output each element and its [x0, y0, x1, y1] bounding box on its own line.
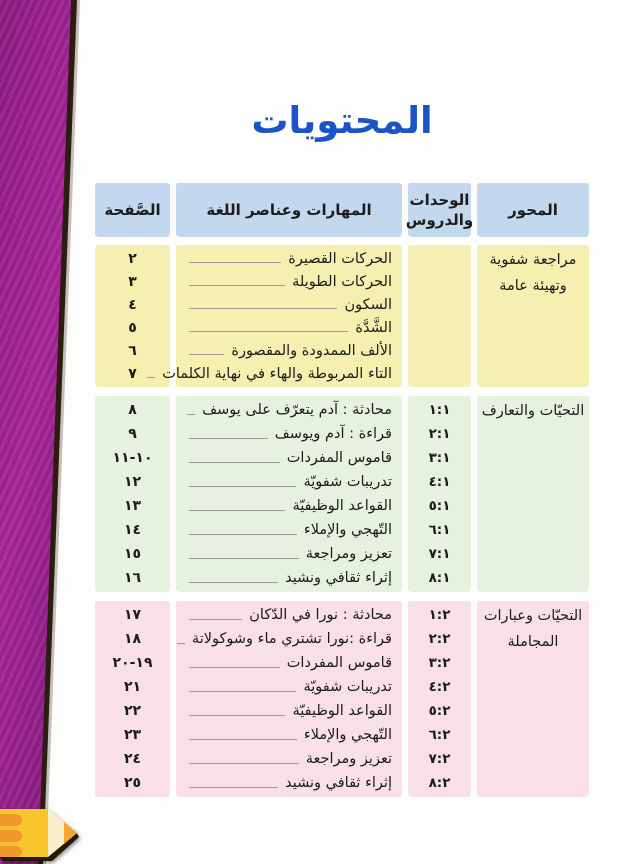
toc-entry-title: السكون [344, 296, 392, 313]
page-title: المحتويات [251, 99, 433, 142]
leader-line [189, 763, 299, 764]
leader-line [189, 331, 348, 332]
section-theme: مراجعة شفوية وتهيئة عامة [477, 245, 589, 387]
page-number-column [95, 601, 170, 797]
toc-entry [176, 470, 402, 494]
unit-lesson-number: ٧:١ [428, 546, 451, 562]
section-theme: التحيّات والتعارف [477, 396, 589, 592]
toc-entry [176, 293, 402, 316]
toc-entry [176, 446, 402, 470]
page-number-column [95, 245, 170, 387]
page-number: ١٥ [123, 546, 142, 562]
header-skills-column: المهارات وعناصر اللغة [176, 183, 402, 237]
leader-line [189, 354, 224, 355]
unit-lesson-number [408, 339, 471, 362]
toc-entry [176, 627, 402, 651]
page-number: ٤ [128, 296, 137, 313]
leader-line [189, 619, 242, 620]
toc-entry-title: تدريبات شفويّة [303, 474, 392, 490]
toc-section [95, 245, 589, 387]
toc-section [95, 601, 589, 797]
leader-line [189, 582, 278, 583]
units-column [408, 245, 471, 387]
skills-column [162, 245, 402, 387]
page-number: ١٨ [123, 631, 142, 647]
page-number: ١٦ [123, 570, 142, 586]
page-number: ١٣ [123, 498, 142, 514]
toc-entry-title: الألف الممدودة والمقصورة [231, 342, 392, 359]
toc-entry [176, 651, 402, 675]
toc-entry [176, 270, 402, 293]
page-number: ٢٤ [123, 751, 142, 767]
skills-column [176, 601, 402, 797]
toc-entry [176, 247, 402, 270]
leader-line [189, 308, 337, 309]
leader-line [189, 285, 285, 286]
toc-entry-title: التّهجي والإملاء [303, 727, 392, 743]
skills-column [176, 396, 402, 592]
unit-lesson-number: ٢:٢ [428, 631, 451, 647]
unit-lesson-number: ٥:٢ [428, 703, 451, 719]
page-number: ٧ [128, 365, 137, 382]
toc-entry [176, 699, 402, 723]
unit-lesson-number: ٦:٢ [428, 727, 451, 743]
page-number: ٣ [128, 273, 137, 290]
leader-line [189, 510, 285, 511]
leader-line [189, 486, 296, 487]
page-number-column [95, 396, 170, 592]
unit-lesson-number [408, 293, 471, 316]
unit-lesson-number: ٥:١ [428, 498, 451, 514]
contents-table [95, 183, 589, 806]
toc-entry-title: إثراء ثقافي ونشيد [285, 775, 392, 791]
toc-entry [176, 494, 402, 518]
header-units-column: الوحدات والدروس [408, 183, 471, 237]
toc-entry-title: محادثة : نورا في الدّكان [249, 607, 392, 623]
pencil-icon [0, 801, 80, 863]
header-page-column: الصَّفحة [95, 183, 170, 237]
page-number: ١٤ [123, 522, 142, 538]
toc-entry [176, 603, 402, 627]
page-number: ١٠-١١ [112, 450, 153, 466]
leader-line [189, 534, 297, 535]
toc-section [95, 396, 589, 592]
toc-entry [176, 542, 402, 566]
toc-entry-title: الشَّدَّة [355, 319, 392, 336]
leader-line [189, 787, 278, 788]
leader-line [189, 462, 280, 463]
unit-lesson-number [408, 247, 471, 270]
toc-entry-title: إثراء ثقافي ونشيد [285, 570, 392, 586]
unit-lesson-number [408, 270, 471, 293]
toc-entry [176, 339, 402, 362]
leader-line [189, 739, 297, 740]
toc-entry-title: تعزيز ومراجعة [305, 546, 392, 562]
toc-entry-title: تدريبات شفويّة [303, 679, 392, 695]
leader-line [189, 667, 280, 668]
unit-lesson-number: ٢:١ [428, 426, 451, 442]
header-theme-column: المحور [477, 183, 589, 237]
toc-entry [162, 362, 402, 385]
toc-entry-title: قاموس المفردات [286, 450, 392, 466]
table-header-row [95, 183, 589, 237]
page-number: ١٩-٢٠ [112, 655, 153, 671]
unit-lesson-number: ٤:٢ [428, 679, 451, 695]
toc-entry-title: القواعد الوظيفيّة [292, 703, 392, 719]
toc-entry [176, 316, 402, 339]
leader-line [189, 438, 268, 439]
page-number: ٩ [128, 426, 137, 442]
toc-entry-title: قراءة :نورا تشتري ماء وشوكولاتة [191, 631, 392, 647]
unit-lesson-number: ٤:١ [428, 474, 451, 490]
unit-lesson-number [408, 316, 471, 339]
units-column [408, 396, 471, 592]
unit-lesson-number: ٣:٢ [428, 655, 451, 671]
page-number: ١٧ [123, 607, 142, 623]
unit-lesson-number: ٣:١ [428, 450, 451, 466]
leader-line [189, 262, 281, 263]
toc-entry [176, 422, 402, 446]
page-number: ١٢ [123, 474, 142, 490]
leader-line [189, 691, 296, 692]
page-number: ٢٥ [123, 775, 142, 791]
toc-entry [176, 675, 402, 699]
toc-entry [176, 771, 402, 795]
unit-lesson-number [408, 362, 471, 385]
toc-entry [176, 723, 402, 747]
leader-line [189, 558, 299, 559]
unit-lesson-number: ١:١ [428, 402, 451, 418]
leader-line [177, 643, 185, 644]
unit-lesson-number: ١:٢ [428, 607, 451, 623]
toc-entry-title: تعزيز ومراجعة [305, 751, 392, 767]
toc-entry [176, 398, 402, 422]
page-number: ٢ [128, 250, 137, 267]
page-number: ٢١ [123, 679, 142, 695]
toc-entry-title: الحركات الطويلة [292, 273, 392, 290]
unit-lesson-number: ٨:٢ [428, 775, 451, 791]
page-number: ٨ [128, 402, 137, 418]
units-column [408, 601, 471, 797]
page-number: ٦ [128, 342, 137, 359]
page-number: ٥ [128, 319, 137, 336]
section-theme: التحيّات وعبارات المجاملة [477, 601, 589, 797]
toc-entry [176, 566, 402, 590]
leader-line [147, 377, 155, 378]
toc-entry-title: محادثة : آدم يتعرّف على يوسف [202, 402, 392, 418]
unit-lesson-number: ٧:٢ [428, 751, 451, 767]
page-number: ٢٢ [123, 703, 142, 719]
toc-sections [95, 245, 589, 797]
page-number: ٢٣ [123, 727, 142, 743]
toc-entry-title: قاموس المفردات [286, 655, 392, 671]
toc-entry-title: قراءة : آدم ويوسف [274, 426, 392, 442]
toc-entry-title: الحركات القصيرة [288, 250, 392, 267]
toc-entry-title: التاء المربوطة والهاء في نهاية الكلمات [162, 365, 392, 382]
toc-entry [176, 518, 402, 542]
toc-entry-title: التّهجي والإملاء [303, 522, 392, 538]
toc-entry-title: القواعد الوظيفيّة [292, 498, 392, 514]
toc-entry [176, 747, 402, 771]
unit-lesson-number: ٨:١ [428, 570, 451, 586]
leader-line [187, 414, 195, 415]
unit-lesson-number: ٦:١ [428, 522, 451, 538]
leader-line [189, 715, 285, 716]
